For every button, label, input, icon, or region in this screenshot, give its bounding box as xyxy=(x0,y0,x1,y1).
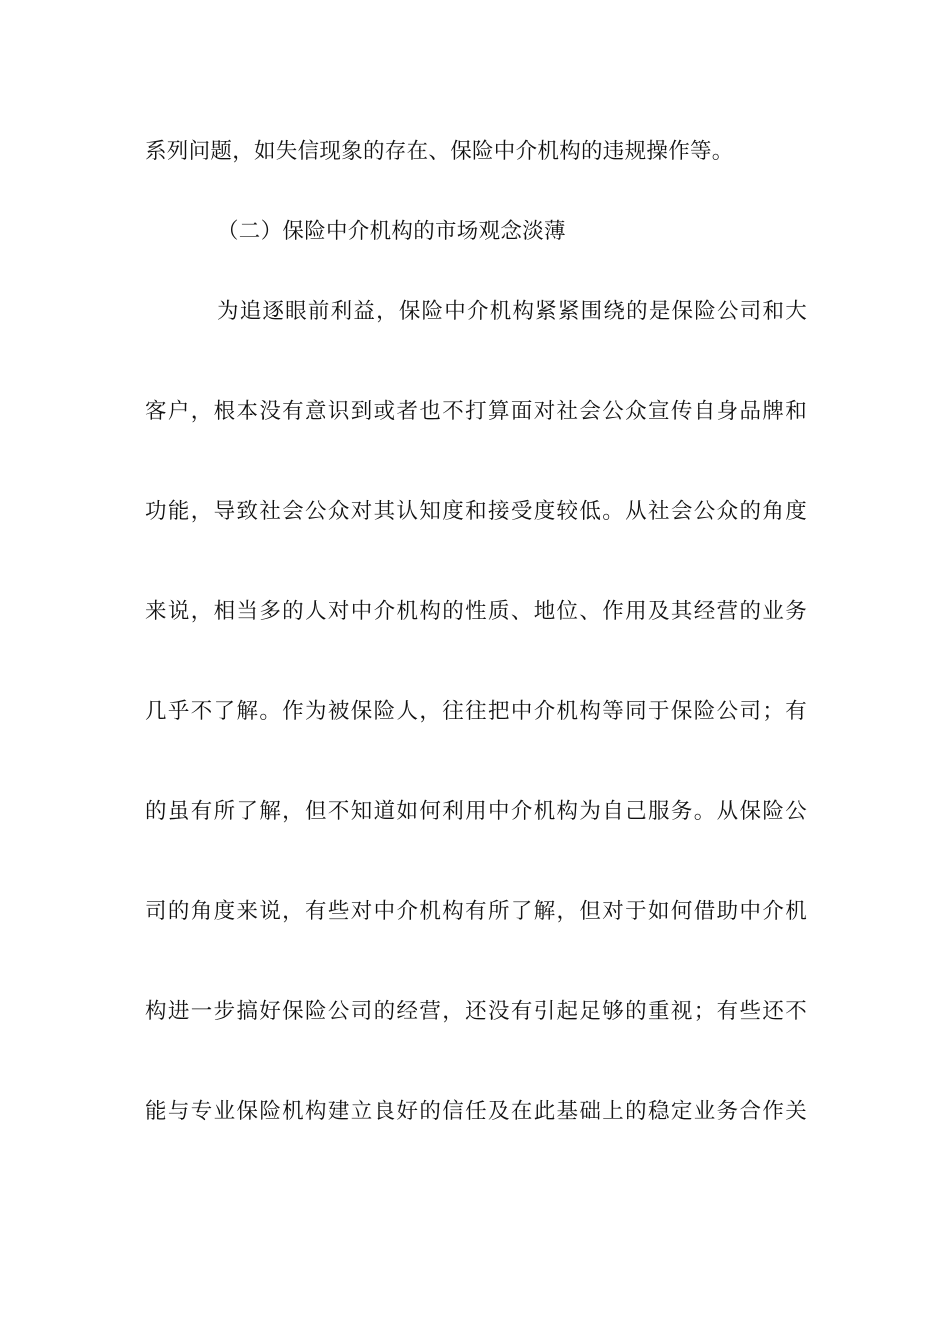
paragraph-line: 的虽有所了解，但不知道如何利用中介机构为自己服务。从保险公 xyxy=(145,799,807,824)
section-heading: （二）保险中介机构的市场观念淡薄 xyxy=(217,219,566,244)
paragraph-line: 来说，相当多的人对中介机构的性质、地位、作用及其经营的业务 xyxy=(145,599,807,624)
paragraph-line: 司的角度来说，有些对中介机构有所了解，但对于如何借助中介机 xyxy=(145,899,807,924)
paragraph-line: 系列问题，如失信现象的存在、保险中介机构的违规操作等。 xyxy=(145,139,734,164)
paragraph-line: 客户，根本没有意识到或者也不打算面对社会公众宣传自身品牌和 xyxy=(145,399,807,424)
paragraph-line: 功能，导致社会公众对其认知度和接受度较低。从社会公众的角度 xyxy=(145,499,807,524)
paragraph-line: 能与专业保险机构建立良好的信任及在此基础上的稳定业务合作关 xyxy=(145,1099,807,1124)
paragraph-line: 构进一步搞好保险公司的经营，还没有引起足够的重视；有些还不 xyxy=(145,999,807,1024)
paragraph-line: 为追逐眼前利益，保险中介机构紧紧围绕的是保险公司和大 xyxy=(217,299,807,324)
paragraph-line: 几乎不了解。作为被保险人，往往把中介机构等同于保险公司；有 xyxy=(145,699,807,724)
